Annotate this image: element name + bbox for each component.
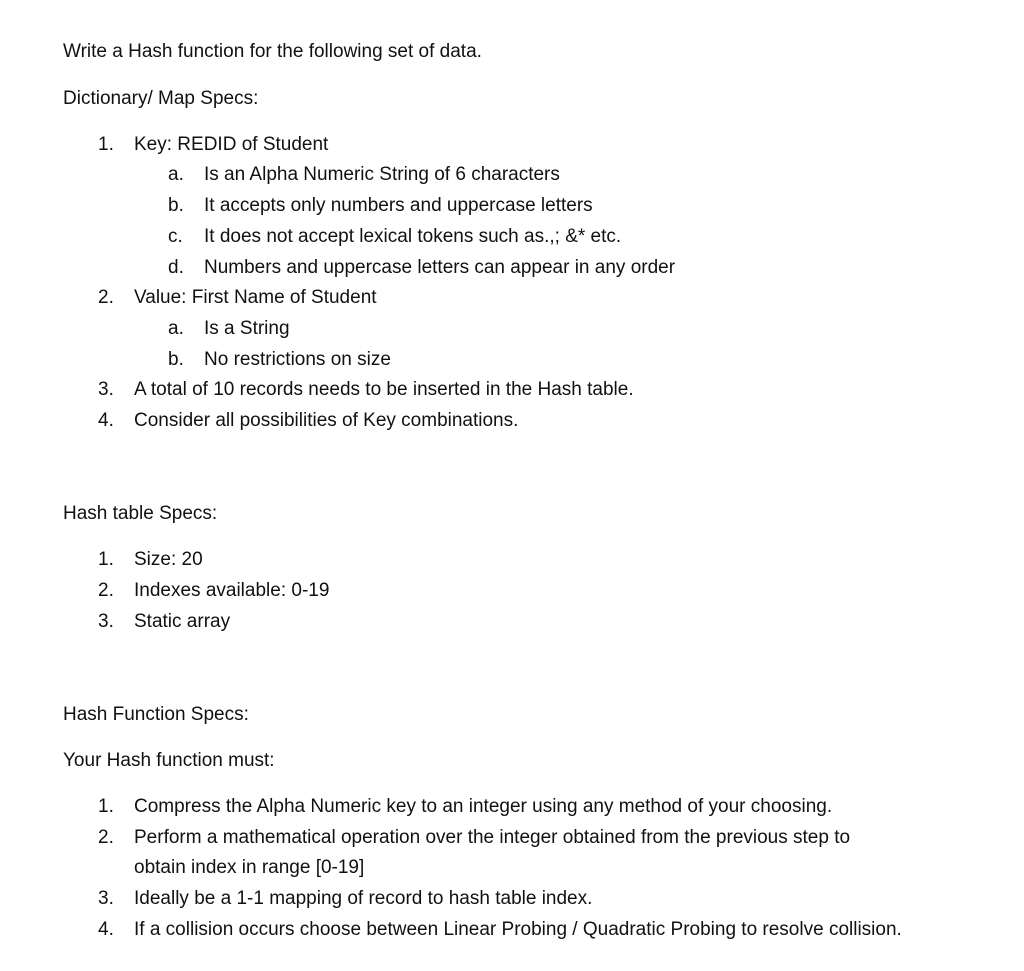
sub-list-item-text: Is an Alpha Numeric String of 6 characters xyxy=(204,164,560,185)
intro-text: Write a Hash function for the following set of data. xyxy=(63,41,482,62)
hash-function-heading: Hash Function Specs: xyxy=(63,704,249,725)
dictionary-heading: Dictionary/ Map Specs: xyxy=(63,88,259,109)
list-marker: 2. xyxy=(98,580,114,601)
list-marker: 3. xyxy=(98,379,114,400)
sub-list-item-text: Numbers and uppercase letters can appear in any order xyxy=(204,257,676,278)
sub-list-item-text: It does not accept lexical tokens such as.,; &* etc. xyxy=(204,226,622,247)
list-marker: 3. xyxy=(98,611,114,632)
list-marker: 1. xyxy=(98,796,114,817)
list-marker: 4. xyxy=(98,919,114,940)
sub-list-marker: a. xyxy=(168,164,184,185)
list-item-text: Ideally be a 1-1 mapping of record to hash table index. xyxy=(134,888,593,909)
sub-list-marker: d. xyxy=(168,257,184,278)
list-item-text: Consider all possibilities of Key combinations. xyxy=(134,410,519,431)
list-marker: 1. xyxy=(98,549,114,570)
list-marker: 4. xyxy=(98,410,114,431)
list-item-text: Static array xyxy=(134,611,231,632)
list-item-text: Key: REDID of Student xyxy=(134,134,329,155)
sub-list-item-text: No restrictions on size xyxy=(204,349,391,370)
sub-list-marker: b. xyxy=(168,349,184,370)
list-item-text-continuation: obtain index in range [0-19] xyxy=(134,857,365,878)
list-marker: 3. xyxy=(98,888,114,909)
sub-list-marker: a. xyxy=(168,318,184,339)
sub-list-item-text: Is a String xyxy=(204,318,290,339)
list-item-text: Compress the Alpha Numeric key to an integer using any method of your choosing. xyxy=(134,796,833,817)
hash-function-intro: Your Hash function must: xyxy=(63,750,275,771)
list-item-text: Value: First Name of Student xyxy=(134,287,377,308)
list-marker: 2. xyxy=(98,827,114,848)
sub-list-marker: c. xyxy=(168,226,183,247)
list-item-text: A total of 10 records needs to be inserted in the Hash table. xyxy=(134,379,634,400)
list-item-text: Indexes available: 0-19 xyxy=(134,580,330,601)
sub-list-item-text: It accepts only numbers and uppercase letters xyxy=(204,195,593,216)
list-marker: 2. xyxy=(98,287,114,308)
list-item-text: If a collision occurs choose between Linear Probing / Quadratic Probing to resolve collision. xyxy=(134,919,902,940)
list-item-text: Perform a mathematical operation over the integer obtained from the previous step to xyxy=(134,827,851,848)
list-marker: 1. xyxy=(98,134,114,155)
sub-list-marker: b. xyxy=(168,195,184,216)
hash-table-heading: Hash table Specs: xyxy=(63,503,218,524)
list-item-text: Size: 20 xyxy=(134,549,203,570)
